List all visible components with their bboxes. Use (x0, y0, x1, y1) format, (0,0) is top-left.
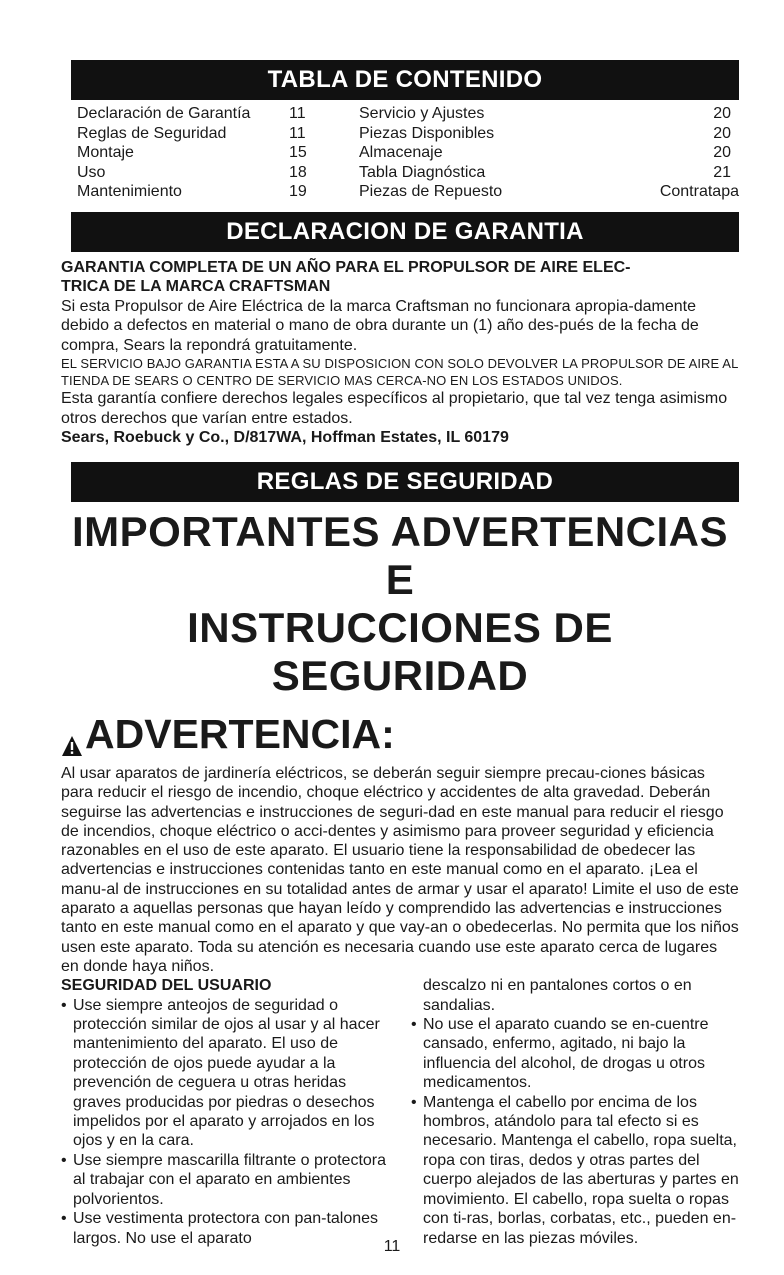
toc-entry-page: 15 (289, 144, 307, 162)
warranty-rights: Esta garantía confiere derechos legales específicos al propietario, que tal vez tenga asimismo otros derechos que varían entre estados. (61, 390, 728, 427)
warranty-title-line: GARANTIA COMPLETA DE UN AÑO PARA EL PROPULSOR DE AIRE ELEC- (61, 258, 631, 276)
toc-entry-page: 20 (713, 124, 731, 142)
left-column (61, 976, 389, 1248)
toc-entry-label: Mantenimiento (77, 183, 182, 201)
warning-icon (61, 728, 83, 758)
bullet-icon: • (411, 1093, 417, 1111)
user-safety-columns (61, 976, 739, 1248)
toc-banner: TABLA DE CONTENIDO (71, 60, 739, 100)
warranty-paragraph: Si esta Propulsor de Aire Eléctrica de la marca Craftsman no funcionara apropia-damente debido a defectos en material o mano de obra durante un (1) año des-pués de la fecha de compra, Sears la repondrá gratuitamente. (61, 297, 699, 354)
toc-entry-label: Declaración de Garantía (77, 105, 251, 122)
user-safety-heading: SEGURIDAD DEL USUARIO (61, 977, 272, 995)
toc-entry-page: 20 (713, 144, 731, 162)
toc-entry-page: 11 (289, 105, 306, 122)
right-column (411, 976, 739, 1248)
list-item-text: Mantenga el cabello por encima de los hombros, atándolo para tal efecto si es necesario. Mantenga el cabello, ropa suelta, ropa con tiras, dedos y otras partes del cuerpo alejados de las aberturas y partes en movimiento. El cabello, ropa suelta o ropas con ti-ras, borlas, corbatas, etc., pueden en-redarse en las piezas móviles. (423, 1093, 739, 1247)
toc-entry-label: Piezas de Repuesto (359, 183, 503, 201)
toc-entry-label: Almacenaje (359, 144, 443, 162)
list-item-text: Use vestimenta protectora con pan-talones largos. No use el aparato (73, 1210, 379, 1247)
bullet-icon: • (61, 996, 67, 1014)
safety-title (61, 508, 739, 700)
list-item (61, 996, 389, 1151)
bullet-icon: • (61, 1151, 67, 1169)
list-item (411, 1093, 739, 1248)
list-item (411, 1015, 739, 1093)
warranty-address: Sears, Roebuck y Co., D/817WA, Hoffman Estates, IL 60179 (61, 429, 509, 447)
toc-entry-label: Reglas de Seguridad (77, 124, 227, 142)
warranty-service-notice: EL SERVICIO BAJO GARANTIA ESTA A SU DISPOSICION CON SOLO DEVOLVER LA PROPULSOR DE AIRE AL TIENDA DE SEARS O CENTRO DE SERVICIO MAS CERCA-NO EN LOS ESTADOS UNIDOS. (61, 356, 738, 389)
safety-banner: REGLAS DE SEGURIDAD (71, 462, 739, 502)
toc-entry-label: Tabla Diagnóstica (359, 163, 486, 181)
warning-label: ADVERTENCIA: (85, 710, 395, 757)
table-of-contents (71, 100, 739, 202)
toc-entry-page: 20 (713, 105, 731, 122)
bullet-icon: • (411, 1016, 417, 1034)
warranty-banner: DECLARACION DE GARANTIA (71, 212, 739, 252)
list-item-text: Use siempre mascarilla filtrante o protectora al trabajar con el aparato en ambientes polvorientos. (73, 1151, 387, 1208)
warranty-title-line: TRICA DE LA MARCA CRAFTSMAN (61, 278, 331, 296)
page-number: 11 (383, 1238, 401, 1255)
toc-entry-page: 11 (289, 124, 306, 142)
toc-entry-label: Piezas Disponibles (359, 124, 495, 142)
manual-page (61, 60, 739, 1248)
toc-entry-page: 18 (289, 163, 307, 181)
warning-heading (61, 710, 739, 758)
warranty-section (61, 258, 739, 448)
list-item (61, 1151, 389, 1209)
continuation-text: descalzo ni en pantalones cortos o en sandalias. (423, 977, 692, 1014)
toc-entry-page: Contratapa (659, 183, 739, 201)
warning-text: Al usar aparatos de jardinería eléctricos, se deberán seguir siempre precau-ciones básicas para reducir el riesgo de incendio, choque eléctrico y accidentes de alta gravedad. Deberán seguirse las advertencias e instrucciones de seguri-dad en este manual para reducir el riesgo de incendios, choque eléctrico o acci-dentes y asimismo para proveer seguridad y eficiencia razonables en el uso de este aparato. El usuario tiene la responsabilidad de obedecer las advertencias e instrucciones contenidas tanto en este manual como en el aparato. ¡Lea el manu-al de instrucciones en su totalidad antes de armar y usar el aparato! Limite el uso de este aparato a aquellas personas que hayan leído y comprendido las advertencias e instrucciones tanto en este manual como en el aparato y que vay-an o obedecerlas. No permita que los niños usen este aparato. Toda su atención es necesaria cuando use este aparato cerca de lugares en donde haya niños. (61, 764, 739, 975)
toc-entry-label: Montaje (77, 144, 134, 162)
toc-entry-page: 21 (713, 163, 731, 181)
safety-title-line: IMPORTANTES ADVERTENCIAS E (71, 507, 729, 603)
warranty-title (61, 258, 739, 297)
toc-entry-page: 19 (289, 183, 307, 201)
bullet-icon: • (61, 1210, 67, 1228)
list-item-text: No use el aparato cuando se en-cuentre cansado, enfermo, agitado, ni bajo la influencia del alcohol, de drogas u otros medicamentos. (423, 1016, 709, 1092)
safety-section (61, 508, 739, 1248)
safety-title-line: INSTRUCCIONES DE SEGURIDAD (187, 603, 613, 699)
list-item-text: Use siempre anteojos de seguridad o protección similar de ojos al usar y al hacer mantenimiento del aparato. El uso de protección de ojos puede ayudar a la prevención de ceguera u otras heridas graves producidas por piedras o desechos impelidos por el aparato y arrojados en los ojos y en la cara. (73, 996, 380, 1150)
toc-entry-label: Uso (77, 163, 106, 181)
toc-entry-label: Servicio y Ajustes (359, 105, 485, 122)
